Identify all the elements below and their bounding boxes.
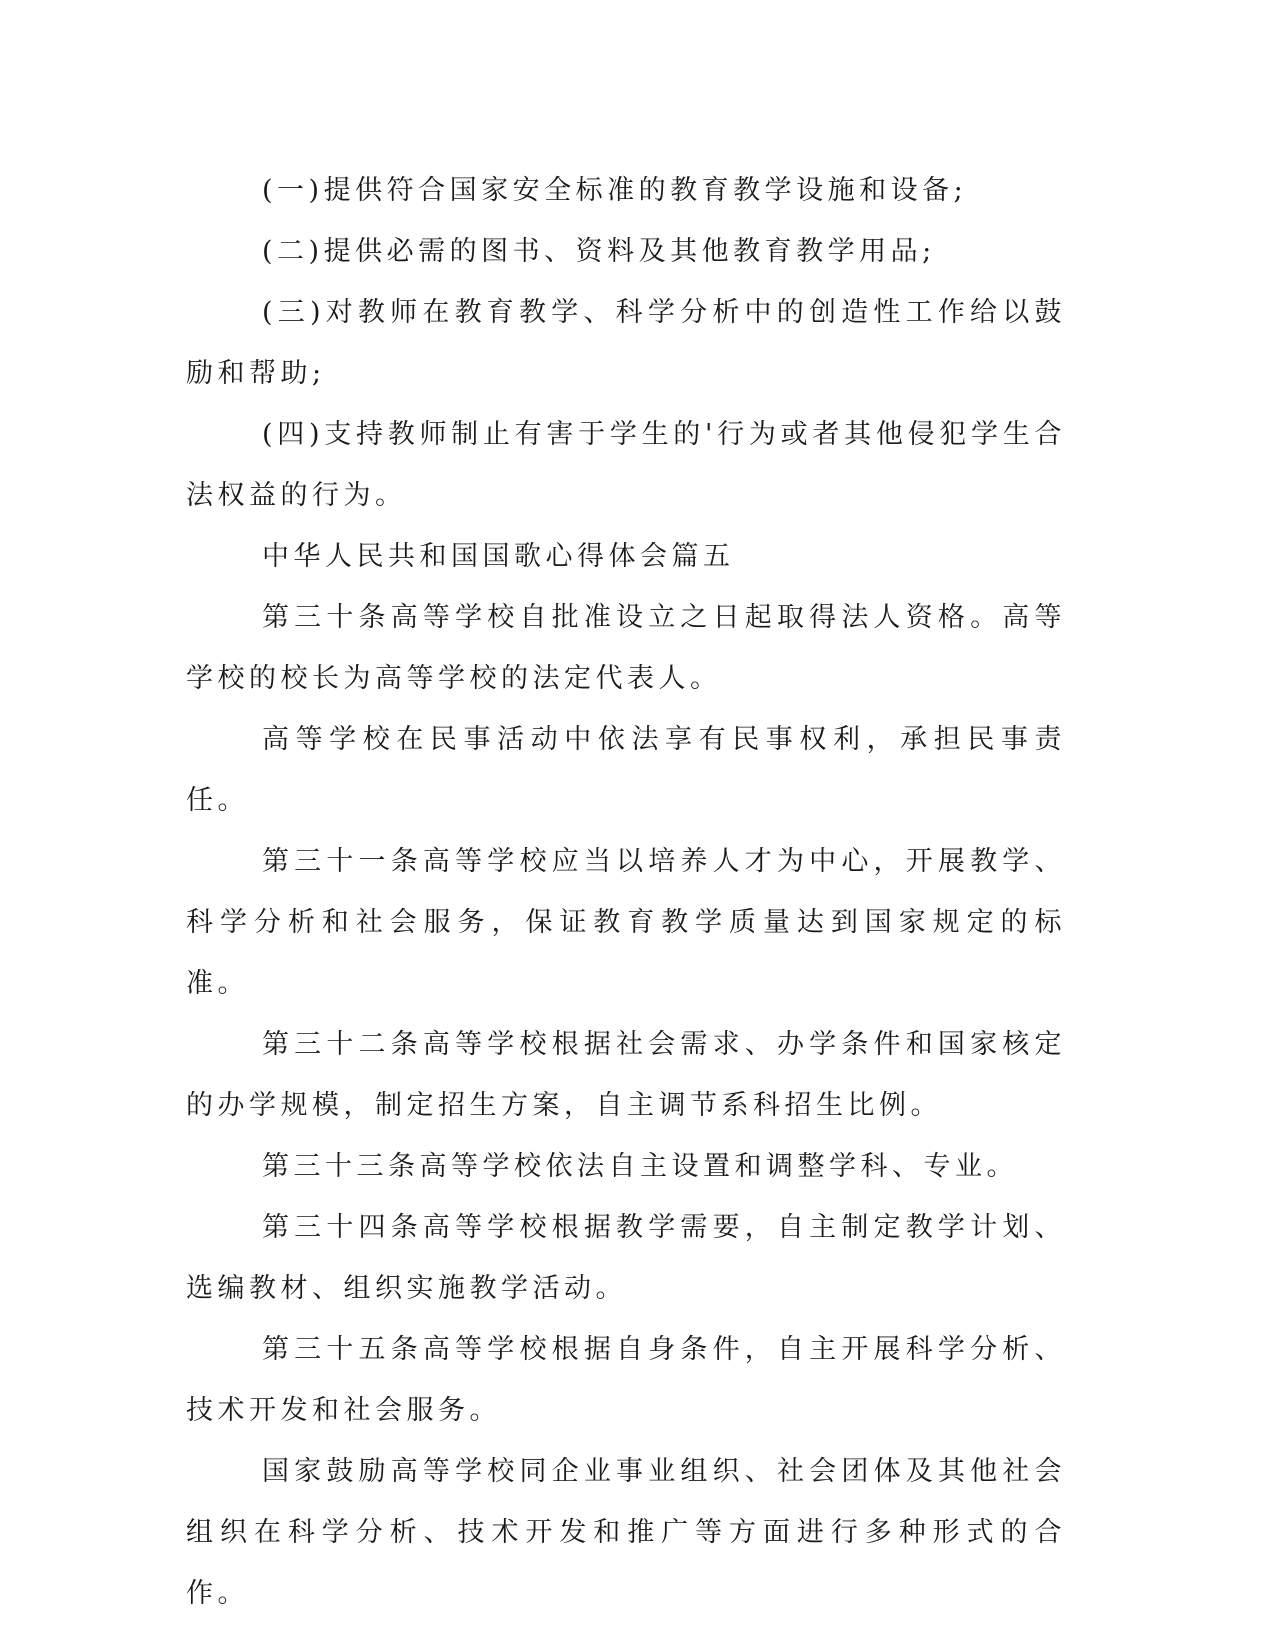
article-30: 第三十条高等学校自批准设立之日起取得法人资格。高等学校的校长为高等学校的法定代表人。 (186, 602, 1066, 694)
article-32: 第三十二条高等学校根据社会需求、办学条件和国家核定的办学规模，制定招生方案，自主调节系科招生比例。 (186, 1029, 1066, 1121)
article-34: 第三十四条高等学校根据教学需要，自主制定教学计划、选编教材、组织实施教学活动。 (186, 1212, 1066, 1304)
list-item-1: (一)提供符合国家安全标准的教育教学设施和设备; (262, 175, 968, 206)
article-35: 第三十五条高等学校根据自身条件，自主开展科学分析、技术开发和社会服务。 (186, 1334, 1066, 1426)
list-item-2: (二)提供必需的图书、资料及其他教育教学用品; (262, 236, 936, 267)
article-35-clause-2: 国家鼓励高等学校同企业事业组织、社会团体及其他社会组织在科学分析、技术开发和推广等方面进行多种形式的合作。 (186, 1456, 1066, 1609)
list-item-3: (三)对教师在教育教学、科学分析中的创造性工作给以鼓励和帮助; (186, 297, 1066, 389)
article-30-clause-2: 高等学校在民事活动中依法享有民事权利，承担民事责任。 (186, 724, 1066, 816)
article-33: 第三十三条高等学校依法自主设置和调整学科、专业。 (262, 1151, 1018, 1182)
section-heading: 中华人民共和国国歌心得体会篇五 (262, 541, 735, 572)
list-item-4: (四)支持教师制止有害于学生的'行为或者其他侵犯学生合法权益的行为。 (186, 419, 1066, 511)
article-31: 第三十一条高等学校应当以培养人才为中心，开展教学、科学分析和社会服务，保证教育教学质量达到国家规定的标准。 (186, 846, 1066, 999)
document-body (186, 160, 1066, 1624)
